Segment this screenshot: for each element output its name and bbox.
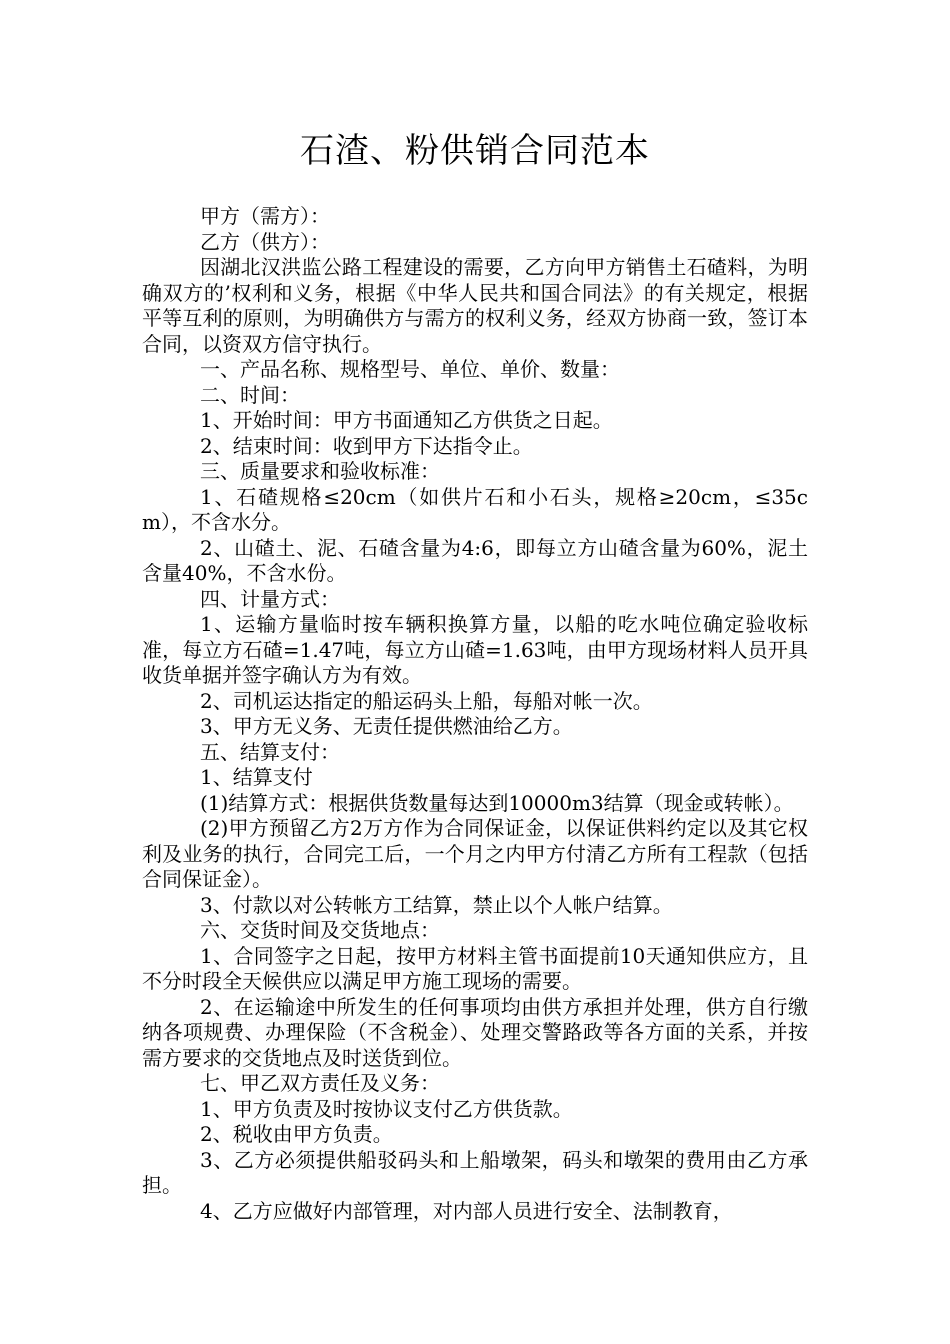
paragraph: 2、税收由甲方负责。 bbox=[200, 1122, 393, 1146]
paragraph: 1、运输方量临时按车辆积换算方量，以船的吃水吨位确定验收标准，每立方石碴=1.47吨，每立方山碴=1.63吨，由甲方现场材料人员开具收货单据并签字确认方为有效。 bbox=[142, 612, 808, 687]
paragraph: 六、交货时间及交货地点： bbox=[200, 918, 440, 942]
paragraph: 甲方（需方）： bbox=[200, 204, 330, 228]
paragraph: 3、甲方无义务、无责任提供燃油给乙方。 bbox=[200, 714, 573, 738]
paragraph: 1、开始时间：甲方书面通知乙方供货之日起。 bbox=[200, 408, 613, 432]
paragraph: 一、产品名称、规格型号、单位、单价、数量： bbox=[200, 357, 620, 381]
paragraph: 三、质量要求和验收标准： bbox=[200, 459, 440, 483]
paragraph: 乙方（供方）： bbox=[200, 229, 330, 254]
paragraph: 四、计量方式： bbox=[200, 586, 340, 611]
paragraph: 1、甲方负责及时按协议支付乙方供货款。 bbox=[200, 1096, 573, 1121]
paragraph: (2)甲方预留乙方2万方作为合同保证金，以保证供料约定以及其它权利及业务的执行，合同完工后，一个月之内甲方付清乙方所有工程款（包括合同保证金）。 bbox=[142, 816, 808, 891]
paragraph: 2、山碴土、泥、石碴含量为4:6，即每立方山碴含量为60%，泥土含量40%，不含水份。 bbox=[142, 535, 808, 585]
paragraph: 1、合同签字之日起，按甲方材料主管书面提前10天通知供应方，且不分时段全天候供应以满足甲方施工现场的需要。 bbox=[142, 943, 808, 993]
paragraph: 五、结算支付： bbox=[200, 739, 340, 764]
paragraph: 3、乙方必须提供船驳码头和上船墩架，码头和墩架的费用由乙方承担。 bbox=[142, 1147, 808, 1197]
paragraph: 二、时间： bbox=[200, 382, 300, 407]
paragraph: 4、乙方应做好内部管理，对内部人员进行安全、法制教育， bbox=[200, 1198, 733, 1223]
document-body bbox=[142, 204, 808, 1224]
paragraph: 3、付款以对公转帐方工结算，禁止以个人帐户结算。 bbox=[200, 892, 673, 917]
paragraph: (1)结算方式：根据供货数量每达到10000m3结算（现金或转帐）。 bbox=[200, 790, 794, 815]
paragraph: 七、甲乙双方责任及义务： bbox=[200, 1071, 440, 1095]
paragraph: 2、司机运达指定的船运码头上船，每船对帐一次。 bbox=[200, 688, 653, 713]
paragraph: 1、结算支付 bbox=[200, 765, 313, 789]
paragraph: 因湖北汉洪监公路工程建设的需要，乙方向甲方销售土石碴料，为明确双方的’权利和义务，根据《中华人民共和国合同法》的有关规定，根据平等互利的原则，为明确供方与需方的权利义务，经双方协商一致，签订本合同，以资双方信守执行。 bbox=[142, 255, 808, 356]
paragraph: 2、结束时间：收到甲方下达指令止。 bbox=[200, 433, 533, 458]
paragraph: 2、在运输途中所发生的任何事项均由供方承担并处理，供方自行缴纳各项规费、办理保险（不含税金）、处理交警路政等各方面的关系，并按需方要求的交货地点及时送货到位。 bbox=[142, 994, 808, 1070]
document-title: 石渣、粉供销合同范本 bbox=[300, 131, 650, 171]
paragraph: 1、石碴规格≤20cm（如供片石和小石头，规格≥20cm，≤35cm），不含水分。 bbox=[142, 484, 808, 534]
